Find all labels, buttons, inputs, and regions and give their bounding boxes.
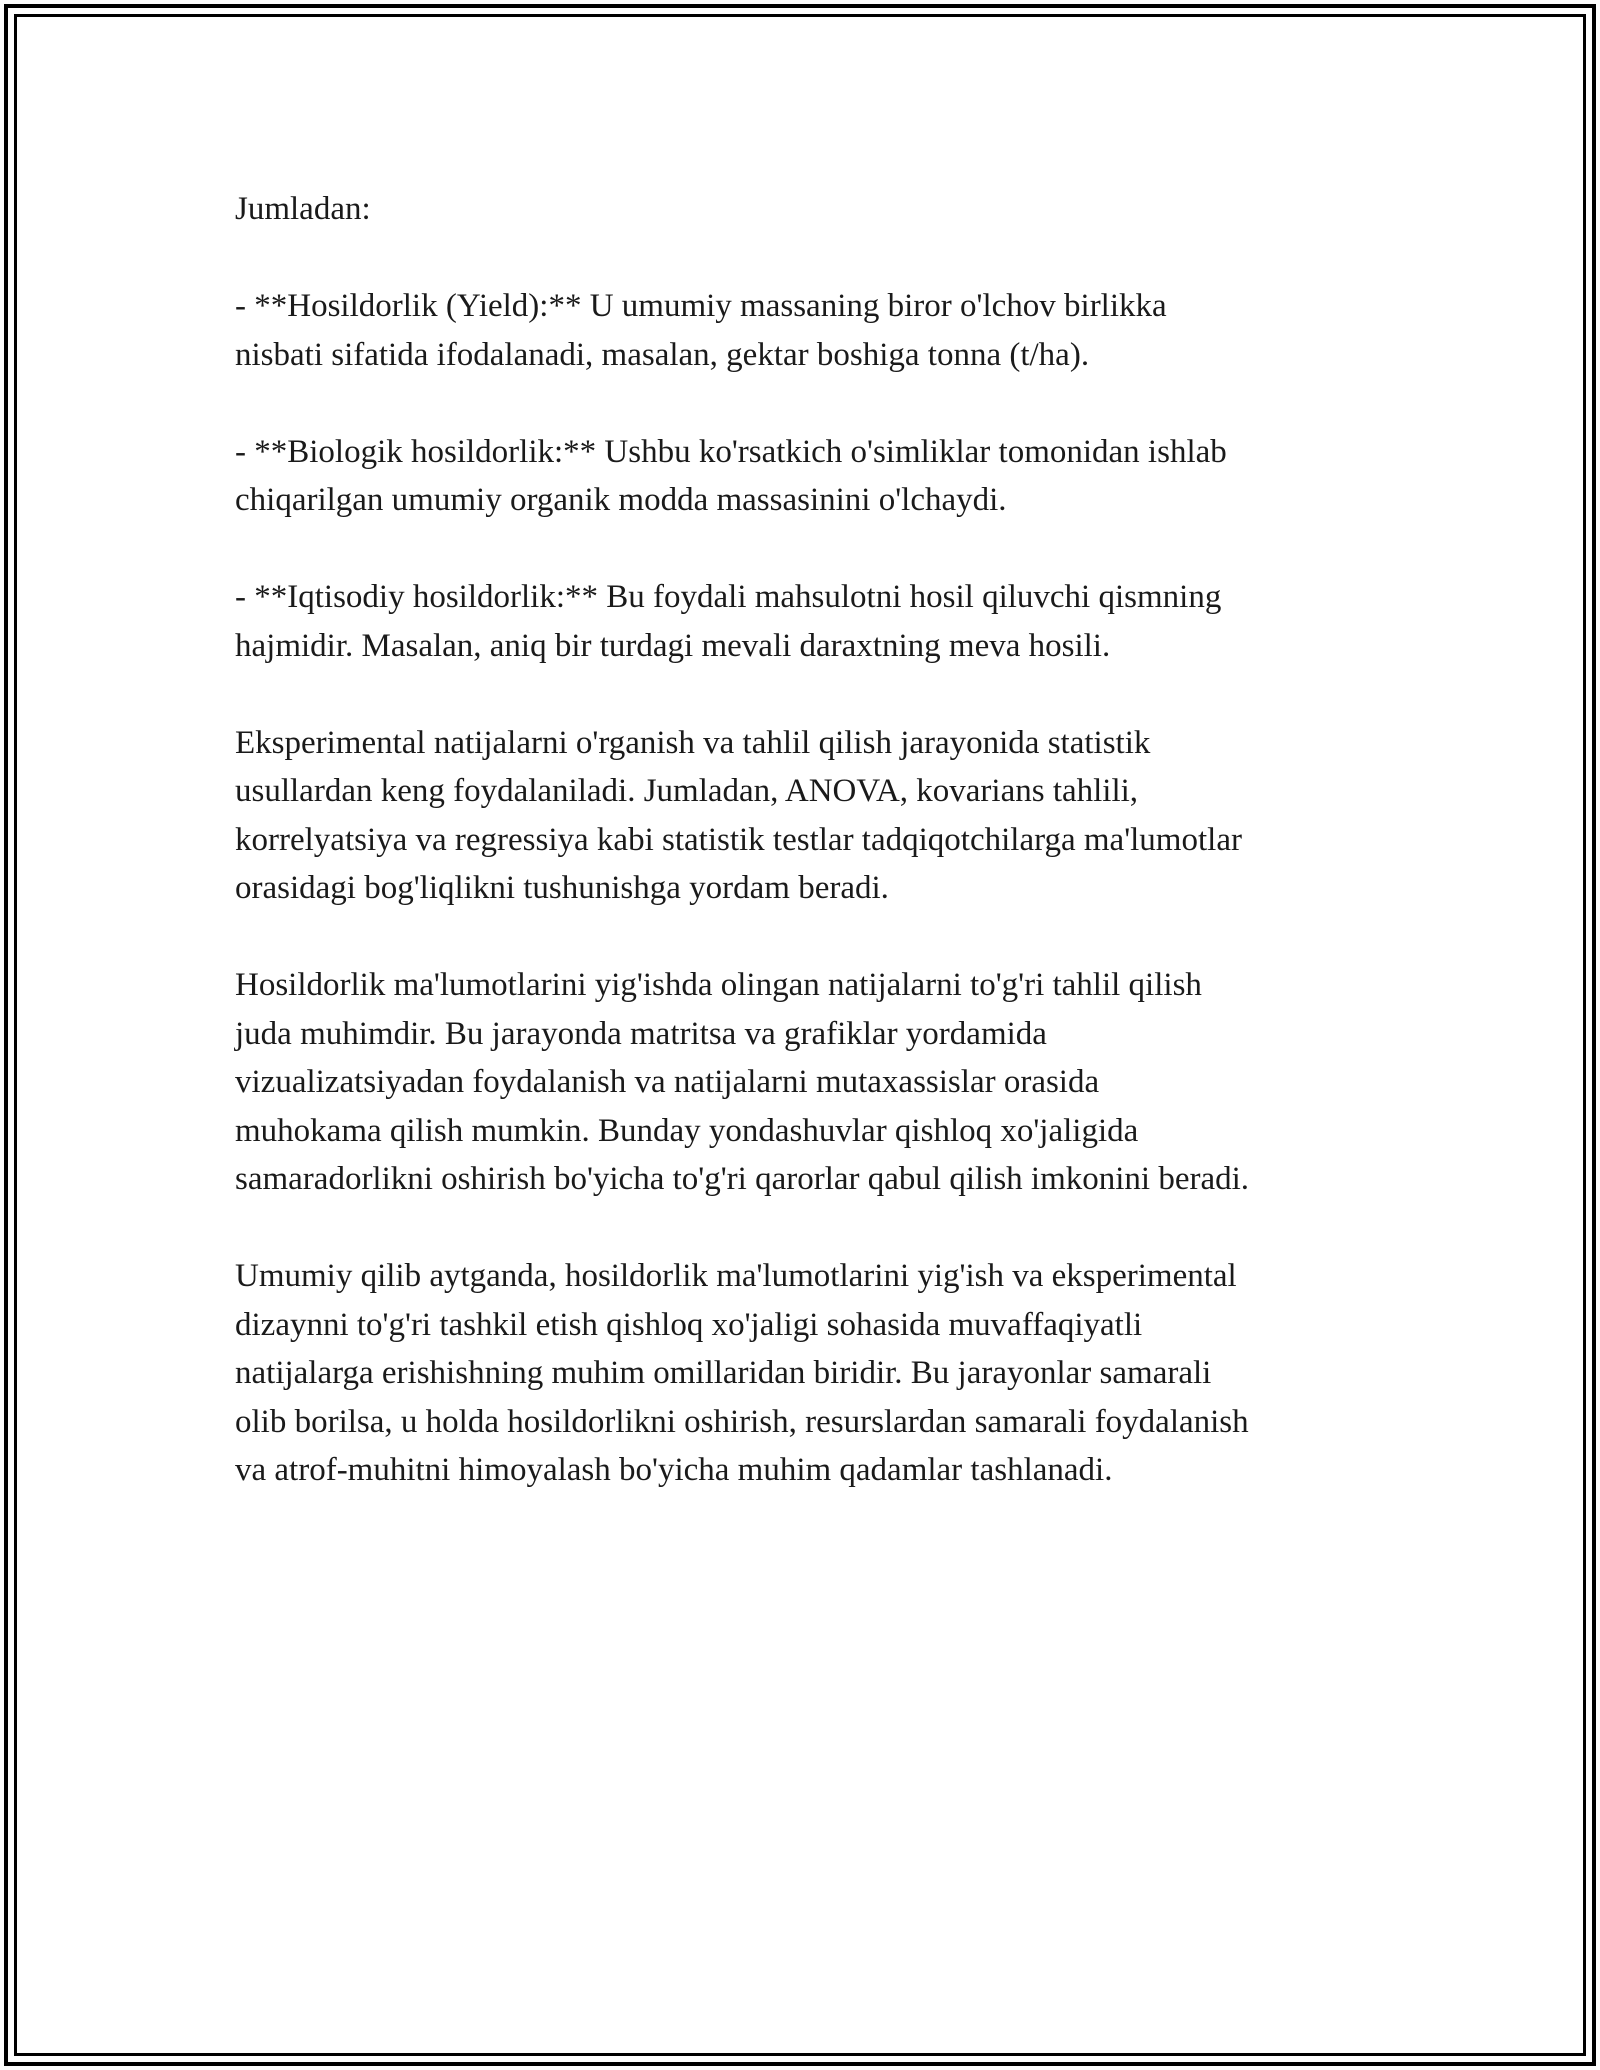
list-item-hosildorlik <box>235 282 1375 379</box>
text-line: Umumiy qilib aytganda, hosildorlik ma'lumotlarini yig'ish va eksperimental <box>235 1258 1237 1294</box>
text-line: orasidagi bog'liqlikni tushunishga yordam beradi. <box>235 870 889 906</box>
text-line: olib borilsa, u holda hosildorlikni oshirish, resurslardan samarali foydalanish <box>235 1403 1249 1440</box>
text-line: Eksperimental natijalarni o'rganish va tahlil qilish jarayonida statistik <box>235 724 1151 761</box>
list-item-iqtisodiy <box>235 573 1375 670</box>
text-line: va atrof-muhitni himoyalash bo'yicha muhim qadamlar tashlanadi. <box>235 1452 1113 1488</box>
text-line: usullardan keng foydalaniladi. Jumladan, ANOVA, kovarians tahlili, <box>235 773 1139 809</box>
paragraph-intro <box>235 185 1375 234</box>
paragraph-statistics <box>235 719 1375 913</box>
text-line: - **Biologik hosildorlik:** Ushbu ko'rsatkich o'simliklar tomonidan ishlab <box>235 433 1227 470</box>
text-line: hajmidir. Masalan, aniq bir turdagi mevali daraxtning meva hosili. <box>235 627 1111 664</box>
text-line: korrelyatsiya va regressiya kabi statistik testlar tadqiqotchilarga ma'lumotlar <box>235 821 1242 858</box>
list-item-biologik <box>235 428 1375 525</box>
text-line: Jumladan: <box>235 191 371 227</box>
text-line: vizualizatsiyadan foydalanish va natijalarni mutaxassislar orasida <box>235 1064 1100 1100</box>
text-line: nisbati sifatida ifodalanadi, masalan, gektar boshiga tonna (t/ha). <box>235 336 1090 373</box>
text-line: natijalarga erishishning muhim omillaridan biridir. Bu jarayonlar samarali <box>235 1355 1212 1391</box>
text-line: dizaynni to'g'ri tashkil etish qishloq xo'jaligi sohasida muvaffaqiyatli <box>235 1306 1143 1343</box>
text-line: Hosildorlik ma'lumotlarini yig'ishda olingan natijalarni to'g'ri tahlil qilish <box>235 967 1202 1003</box>
text-line: samaradorlikni oshirish bo'yicha to'g'ri qarorlar qabul qilish imkonini beradi. <box>235 1161 1250 1197</box>
text-line: chiqarilgan umumiy organik modda massasinini o'lchaydi. <box>235 482 1007 518</box>
paragraph-analysis <box>235 961 1375 1204</box>
text-line: juda muhimdir. Bu jarayonda matritsa va grafiklar yordamida <box>235 1015 1047 1052</box>
text-line: - **Hosildorlik (Yield):** U umumiy massaning biror o'lchov birlikka <box>235 288 1167 324</box>
text-line: muhokama qilish mumkin. Bunday yondashuvlar qishloq xo'jaligida <box>235 1112 1139 1149</box>
document-body <box>235 185 1375 1543</box>
text-line: - **Iqtisodiy hosildorlik:** Bu foydali mahsulotni hosil qiluvchi qismning <box>235 579 1222 615</box>
paragraph-conclusion <box>235 1252 1375 1495</box>
